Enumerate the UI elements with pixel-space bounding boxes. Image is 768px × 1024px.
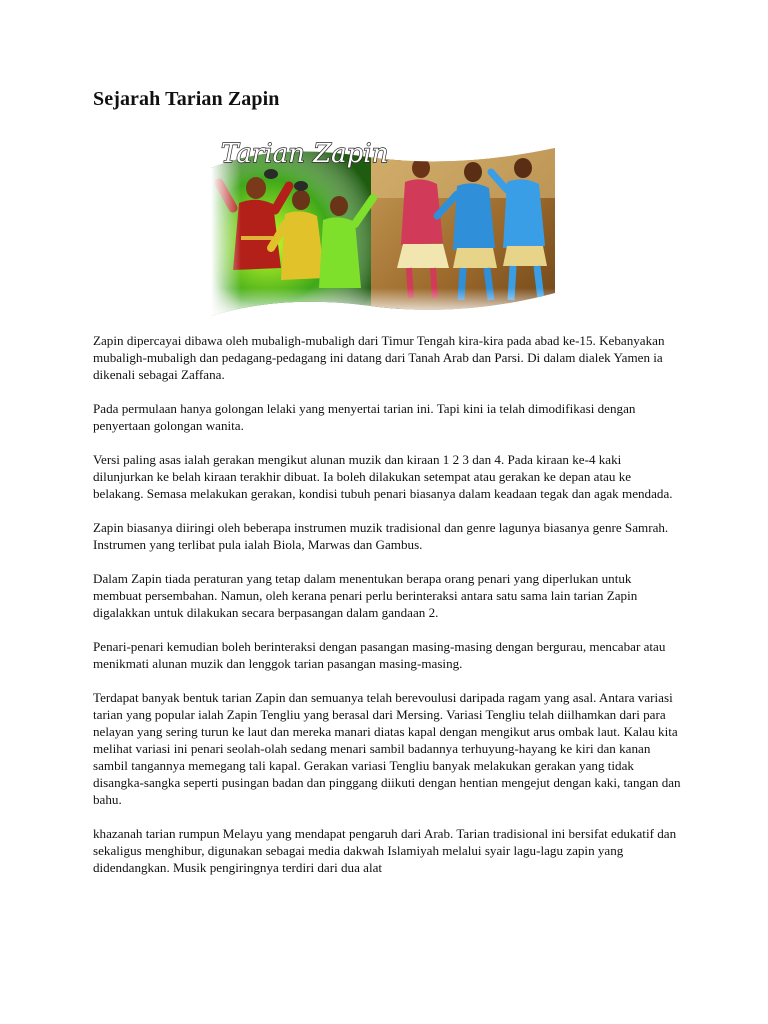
paragraph: Pada permulaan hanya golongan lelaki yang menyertai tarian ini. Tapi kini ia telah dimodifikasi dengan penyertaan golongan wanita. xyxy=(93,401,636,433)
document-body xyxy=(93,332,683,893)
paragraph: Terdapat banyak bentuk tarian Zapin dan semuanya telah berevoulusi daripada ragam yang asal. Antara variasi tarian yang popular ialah Zapin Tengliu yang berasal dari Mersing. Variasi Tengliu telah diilhamkan dari para nelayan yang sering turun ke laut dan mereka manari diatas kapal dengan mengikut arus ombak laut. Kalau kita melihat variasi ini penari seolah-olah sedang menari sambil badannya terhuyung-hayang ke kiri dan kanan sambil tangannya memegang tali kapal. Gerakan variasi Tengliu banyak melakukan gerakan yang tidak disangka-sangka seperti pusingan badan dan pinggang diikuti dengan hentian mengejut dengan kaki, tangan dan bahu. xyxy=(93,690,681,807)
paragraph: Versi paling asas ialah gerakan mengikut alunan muzik dan kiraan 1 2 3 dan 4. Pada kiraan ke-4 kaki dilunjurkan ke belah kiraan terakhir dibuat. Ia boleh dilakukan setempat atau gerakan ke depan atau ke belakang. Semasa melakukan gerakan, kondisi tubuh penari biasanya dalam keadaan tegak dan agak mendada. xyxy=(93,452,673,501)
paragraph: Zapin dipercayai dibawa oleh mubaligh-mubaligh dari Timur Tengah kira-kira pada abad ke-15. Kebanyakan mubaligh-mubaligh dan pedagang-pedagang ini datang dari Tanah Arab dan Parsi. Di dalam dialek Yamen ia dikenali sebagai Zaffana. xyxy=(93,333,665,382)
document-title: Sejarah Tarian Zapin xyxy=(93,88,280,110)
paragraph: Dalam Zapin tiada peraturan yang tetap dalam menentukan berapa orang penari yang diperlukan untuk membuat persembahan. Namun, oleh kerana penari perlu berinteraksi antara satu sama lain tarian Zapin digalakkan untuk dilakukan secara berpasangan dalam gandaan 2. xyxy=(93,571,638,620)
paragraph: khazanah tarian rumpun Melayu yang mendapat pengaruh dari Arab. Tarian tradisional ini bersifat edukatif dan sekaligus menghibur, digunakan sebagai media dakwah Islamiyah melalui syair lagu-lagu zapin yang didendangkan. Musik pengiringnya terdiri dari dua alat xyxy=(93,826,677,875)
paragraph: Zapin biasanya diiringi oleh beberapa instrumen muzik tradisional dan genre lagunya biasanya genre Samrah. Instrumen yang terlibat pula ialah Biola, Marwas dan Gambus. xyxy=(93,520,669,552)
zapin-banner-image xyxy=(211,128,555,318)
banner-caption-text: Tarian Zapin xyxy=(221,139,389,169)
paragraph: Penari-penari kemudian boleh berinteraksi dengan pasangan masing-masing dengan bergurau, mencabar atau menikmati alunan muzik dan lenggok tarian pasangan masing-masing. xyxy=(93,639,666,671)
